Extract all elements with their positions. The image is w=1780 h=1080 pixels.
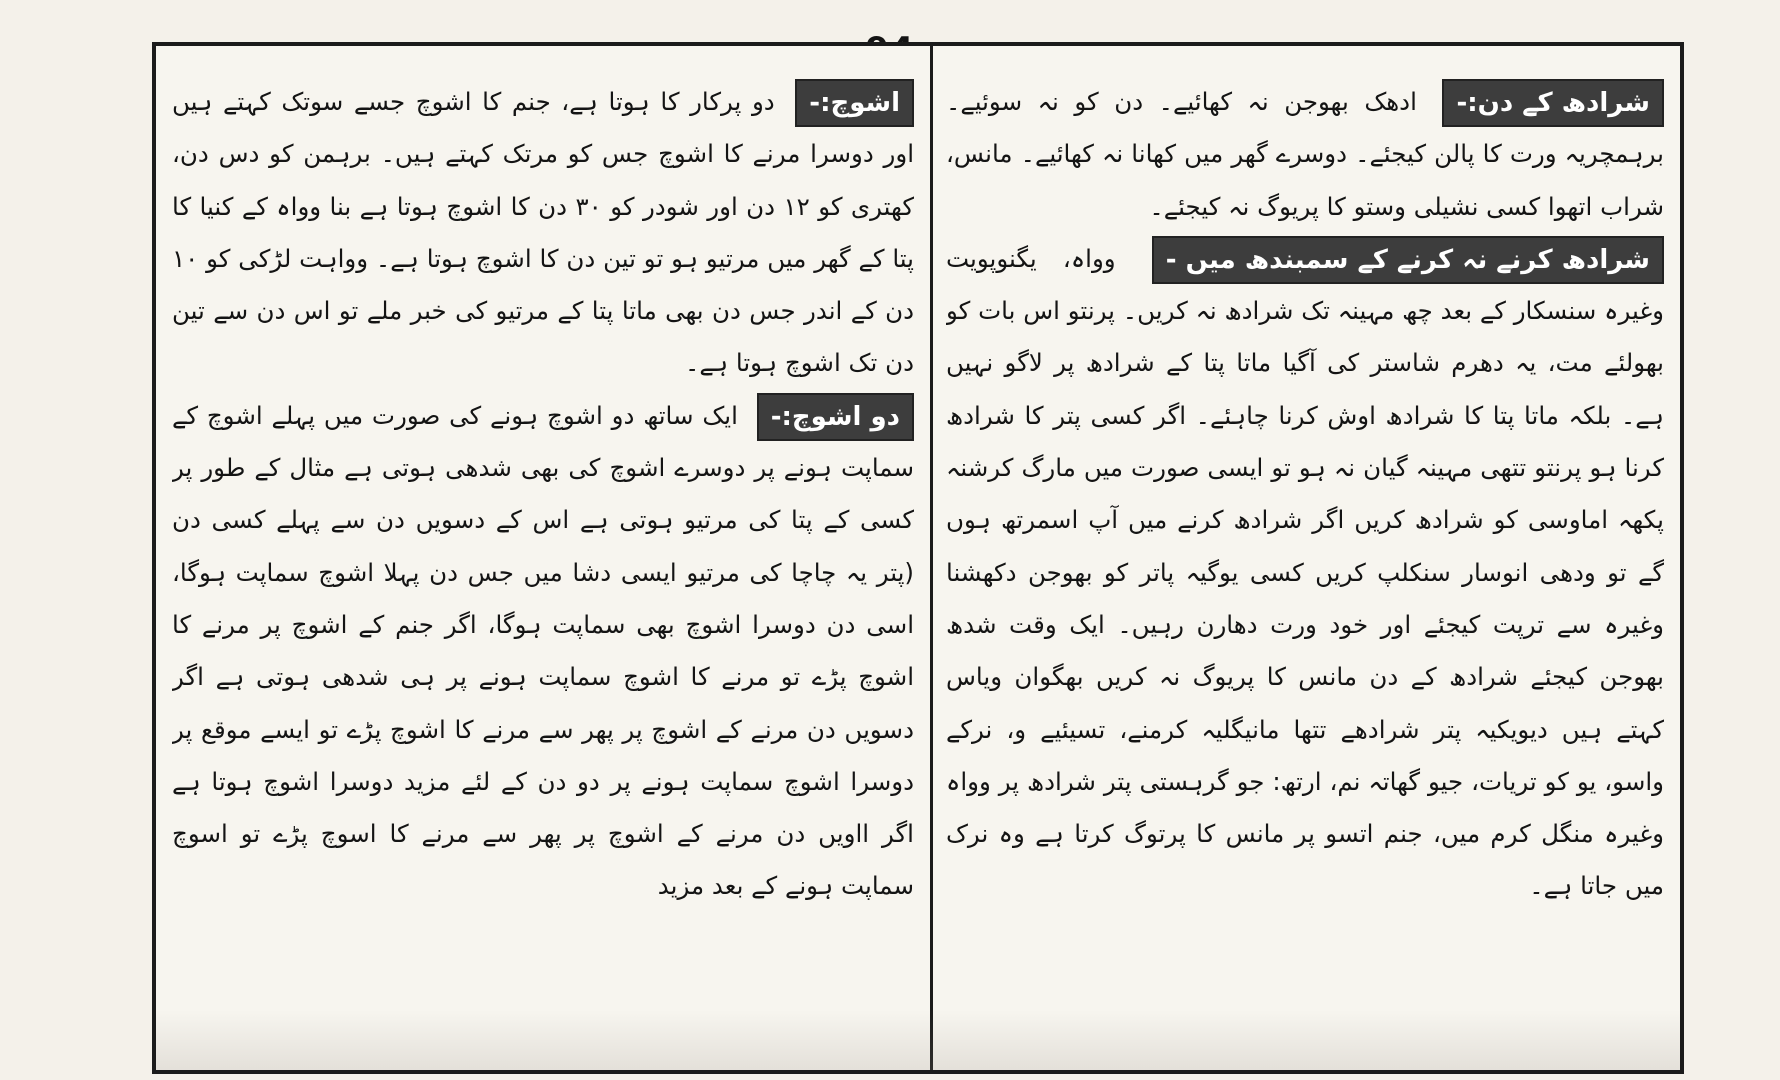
section-ashauch: [172, 76, 914, 390]
text-ashauch: دو پرکار کا ہوتا ہے، جنم کا اشوچ جسے سوتک کہتے ہیں اور دوسرا مرنے کا اشوچ جس کو مرتک کہتے ہیں۔ برہمن کو دس دن، کھتری کو ۱۲ دن اور شودر کو ۳۰ دن کا اشوچ ہوتا ہے بنا وواہ کے کنیا کا پتا کے گھر میں مرتیو ہو تو تین دن کا اشوچ ہوتا ہے۔ وواہت لڑکی کو ۱۰ دن کے اندر جس دن بھی ماتا پتا کے مرتیو کی خبر ملے تو اس دن سے تین دن تک اشوچ ہوتا ہے۔: [172, 87, 914, 378]
section-shradh-rules: [946, 233, 1664, 913]
page-frame: [152, 42, 1684, 1074]
text-shradh-rules: وواہ، یگنوپویت وغیرہ سنسکار کے بعد چھ مہینہ تک شرادھ نہ کریں۔ پرنتو اس بات کو بھولئے مت، یہ دھرم شاستر کی آگیا ماتا پتا کے شرادھ پر لاگو نہیں ہے۔ بلکہ ماتا پتا کا شرادھ اوش کرنا چاہئے۔ اگر کسی پتر کا شرادھ کرنا ہو پرنتو تتھی مہینہ گیان نہ ہو تو ایسی صورت میں مارگ کرشنہ پکھہ اماوسی کو شرادھ کریں اگر شرادھ کرنے میں آپ اسمرتھ ہوں گے تو ودھی انوسار سنکلپ کریں کسی یوگیہ پاتر کو بھوجن دکھشنا وغیرہ سے ترپت کیجئے اور خود ورت دھارن رہیں۔ ایک وقت شدھ بھوجن کیجئے شرادھ کے دن مانس کا پریوگ نہ کریں بھگوان ویاس کہتے ہیں دیویکیہ پتر شرادھے تتھا مانیگلیہ کرمنے، تسیئیے و، نرکے واسو، یو کو تریات، جیو گھاتہ نم، ارتھ: جو گرہستی پتر شرادھ پر وواہ وغیرہ منگل کرم میں، جنم اتسو پر مانس کا پرتوگ کرتا ہے وہ نرک میں جاتا ہے۔: [946, 243, 1664, 901]
right-column: [946, 76, 1664, 1054]
heading-shradh-rules: شرادھ کرنے نہ کرنے کے سمبندھ میں -: [1152, 236, 1664, 284]
heading-ashauch: اشوچ:-: [795, 79, 914, 127]
heading-do-ashauch: دو اشوچ:-: [757, 393, 914, 441]
section-do-ashauch: [172, 390, 914, 913]
text-shradh-days: ادھک بھوجن نہ کھائیے۔ دن کو نہ سوئیے۔ برہمچریہ ورت کا پالن کیجئے۔ دوسرے گھر میں کھانا نہ کھائیے۔ مانس، شراب اتھوا کسی نشیلی وستو کا پریوگ نہ کیجئے۔: [946, 87, 1664, 221]
section-shradh-days: [946, 76, 1664, 233]
heading-shradh-days: شرادھ کے دن:-: [1442, 79, 1664, 127]
column-divider: [930, 46, 933, 1070]
text-do-ashauch: ایک ساتھ دو اشوچ ہونے کی صورت میں پہلے اشوچ کے سماپت ہونے پر دوسرے اشوچ کی بھی شدھی ہوتی ہے مثال کے طور پر کسی کے پتا کی مرتیو ہوتی ہے اس کے دسویں دن سے پہلے کسی دن (پتر یہ چاچا کی مرتیو ایسی دشا میں جس دن پہلا اشوچ سماپت ہوگا، اسی دن دوسرا اشوچ بھی سماپت ہوگا، اگر جنم کے اشوچ پر مرنے کا اشوچ پڑے تو مرنے کا اشوچ سماپت ہونے پر ہی شدھی ہوتی ہے اگر دسویں دن مرنے کے اشوچ پر پھر سے مرنے کا اشوچ پڑے تو ایسے موقع پر دوسرا اشوچ سماپت ہونے پر دو دن کے لئے مزید دوسرا اشوچ ہوتا ہے اگر ااویں دن مرنے کے اشوچ پر پھر سے مرنے کا اسوچ پڑے تو اسوچ سماپت ہونے کے بعد مزید: [172, 400, 914, 901]
left-column: [172, 76, 914, 1054]
